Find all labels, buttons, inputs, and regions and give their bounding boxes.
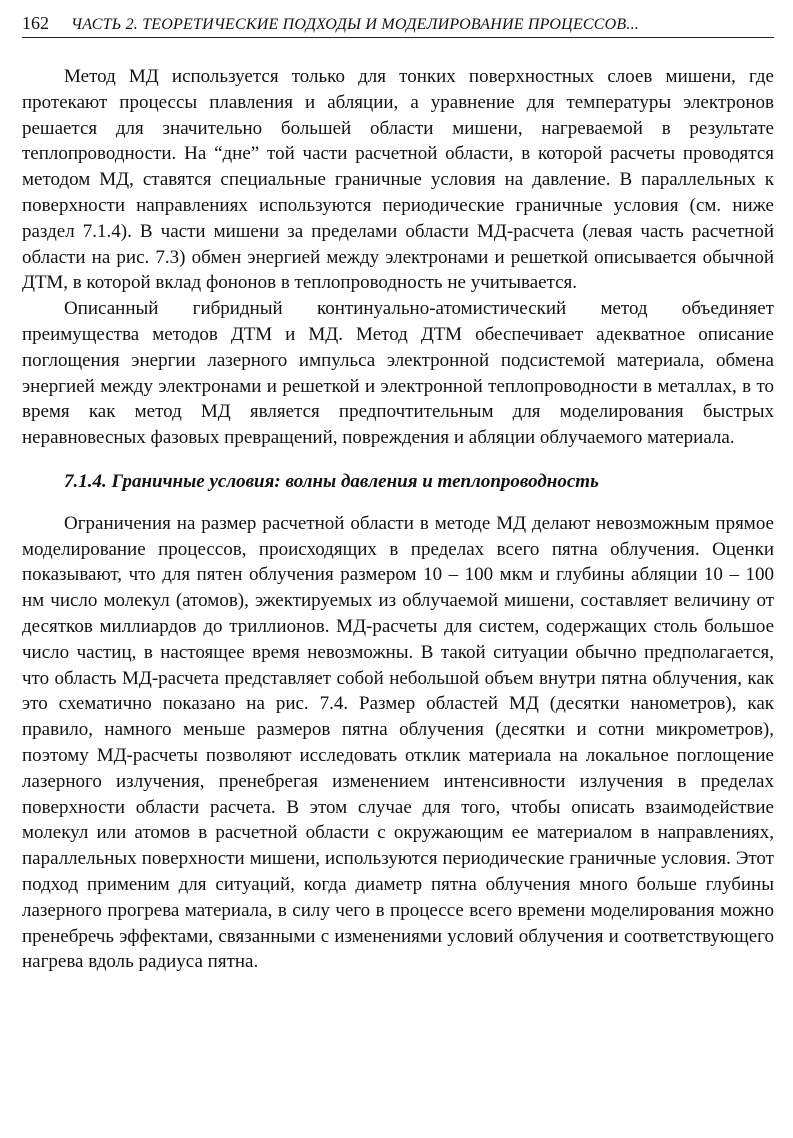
running-title: ЧАСТЬ 2. ТЕОРЕТИЧЕСКИЕ ПОДХОДЫ И МОДЕЛИРОВАНИЕ ПРОЦЕССОВ... — [71, 16, 639, 33]
paragraph: Метод МД используется только для тонких поверхностных слоев мишени, где протекают процессы плавления и абляции, а уравнение для температуры электронов решается для значительно большей области мишени, нагреваемой в результате теплопроводности. На “дне” той части расчетной области, в которой расчеты проводятся методом МД, ставятся специальные граничные условия на давление. В параллельных к поверхности направлениях используются периодические граничные условия (см. ниже раздел 7.1.4). В части мишени за пределами области МД-расчета (левая часть расчетной области на рис. 7.3) обмен энергией между электронами и решеткой описывается обычной ДТМ, в которой вклад фононов в теплопроводность не учитывается. — [22, 66, 774, 294]
running-header — [22, 6, 774, 38]
section-heading: 7.1.4. Граничные условия: волны давления и теплопроводность — [64, 470, 599, 492]
body-text — [22, 64, 774, 975]
paragraph: Ограничения на размер расчетной области в методе МД делают невозможным прямое моделирование процессов, происходящих в пределах всего пятна облучения. Оценки показывают, что для пятен облучения размером 10 – 100 мкм и глубины абляции 10 – 100 нм число молекул (атомов), эжектируемых из облучаемой мишени, составляет величину от десятков миллиардов до триллионов. МД-расчеты для систем, содержащих столь большое число частиц, в настоящее время невозможны. В такой ситуации обычно предполагается, что область МД-расчета представляет собой небольшой объем внутри пятна облучения, как это схематично показано на рис. 7.4. Размер областей МД (десятки нанометров), как правило, намного меньше размеров пятна облучения (десятки и сотни микрометров), поэтому МД-расчеты позволяют исследовать отклик материала на локальное поглощение лазерного излучения, пренебрегая изменением интенсивности излучения в пределах поверхности области расчета. В этом случае для того, чтобы описать взаимодействие молекул или атомов в расчетной области с окружающим ее материалом в направлениях, параллельных поверхности мишени, используются периодические граничные условия. Этот подход применим для ситуаций, когда диаметр пятна облучения много больше глубины лазерного прогрева материала, в силу чего в процессе всего времени моделирования можно пренебречь эффектами, связанными с изменениями условий облучения и соответствующего нагрева вдоль радиуса пятна. — [22, 512, 774, 973]
paragraph: Описанный гибридный континуально-атомистический метод объединяет преимущества методов ДТМ и МД. Метод ДТМ обеспечивает адекватное описание поглощения энергии лазерного импульса электронной подсистемой материала, обмена энергией между электронами и решеткой и электронной теплопроводности в металлах, в то время как метод МД является предпочтительным для моделирования быстрых неравновесных фазовых превращений, повреждения и абляции облучаемого материала. — [22, 298, 774, 449]
page-number: 162 — [22, 13, 49, 33]
